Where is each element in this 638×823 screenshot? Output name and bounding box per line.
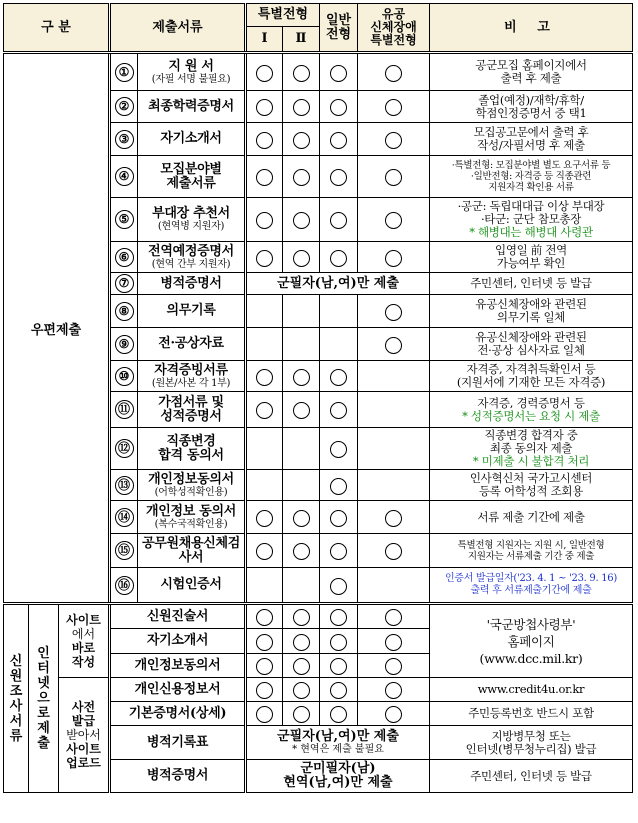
remark: 주민등록번호 반드시 포함 xyxy=(430,702,633,726)
submit-mark xyxy=(358,198,430,242)
circle-icon xyxy=(385,169,402,186)
row-number: ⑦ xyxy=(110,273,138,295)
submit-mark xyxy=(358,428,430,470)
submit-mark xyxy=(358,392,430,428)
submit-mark xyxy=(283,91,320,123)
circle-icon xyxy=(330,609,347,626)
submit-mark xyxy=(283,501,320,534)
circle-icon xyxy=(330,99,347,116)
document-name: 병적증명서 xyxy=(110,760,246,793)
submit-mark xyxy=(320,678,358,702)
submit-mark xyxy=(283,702,320,726)
circle-icon xyxy=(256,369,273,386)
submit-mark xyxy=(320,295,358,328)
document-name: 기본증명서(상세) xyxy=(110,702,246,726)
circle-icon xyxy=(293,212,310,229)
submit-mark xyxy=(320,53,358,91)
circle-icon xyxy=(256,250,273,267)
submit-mark xyxy=(246,501,283,534)
document-name: 병적증명서 xyxy=(138,273,246,295)
table-header xyxy=(4,4,633,53)
table-row xyxy=(4,604,633,629)
submit-mark xyxy=(246,428,283,470)
circle-icon xyxy=(385,304,402,321)
submit-mark xyxy=(283,604,320,629)
document-name: 지 원 서 (자필 서명 불필요) xyxy=(138,53,246,91)
submit-mark xyxy=(358,604,430,629)
submit-mark xyxy=(358,629,430,654)
submit-mark xyxy=(358,654,430,678)
remark: 공군모집 홈페이지에서 출력 후 제출 xyxy=(430,53,633,91)
submit-mark xyxy=(246,568,283,604)
circle-icon xyxy=(293,658,310,675)
remark: 지방병무청 또는 인터넷(병무청누리집) 발급 xyxy=(430,726,633,760)
submit-mark xyxy=(358,702,430,726)
circle-icon xyxy=(330,250,347,267)
circle-icon xyxy=(256,543,273,560)
submit-mark xyxy=(320,604,358,629)
row-number: ⑬ xyxy=(110,470,138,501)
circle-icon xyxy=(385,337,402,354)
submit-mark xyxy=(320,198,358,242)
submit-mark xyxy=(283,428,320,470)
circle-icon xyxy=(385,634,402,651)
row-number: ⑫ xyxy=(110,428,138,470)
submit-mark xyxy=(246,654,283,678)
submit-mark xyxy=(246,53,283,91)
submit-mark xyxy=(283,328,320,361)
submit-mark xyxy=(320,123,358,156)
submit-mark xyxy=(358,678,430,702)
submit-mark xyxy=(358,501,430,534)
document-name: 자격증빙서류 (원본/사본 각 1부) xyxy=(138,361,246,392)
circle-icon xyxy=(330,658,347,675)
submit-mark xyxy=(283,156,320,198)
document-name: 모집분야별 제출서류 xyxy=(138,156,246,198)
circle-icon xyxy=(256,99,273,116)
submit-mark xyxy=(358,91,430,123)
submit-mark xyxy=(358,470,430,501)
circle-icon xyxy=(256,169,273,186)
submit-mark xyxy=(246,156,283,198)
row-number: ⑭ xyxy=(110,501,138,534)
circle-icon xyxy=(385,543,402,560)
row-number: ② xyxy=(110,91,138,123)
header-special: 특별전형 xyxy=(246,4,320,27)
submit-mark xyxy=(320,654,358,678)
circle-icon xyxy=(330,65,347,82)
submit-mark xyxy=(358,53,430,91)
circle-icon xyxy=(330,478,347,495)
circle-icon xyxy=(256,634,273,651)
circle-icon xyxy=(256,682,273,699)
remark: 주민센터, 인터넷 등 발급 xyxy=(430,760,633,793)
circle-icon xyxy=(330,578,347,595)
row-number: ⑨ xyxy=(110,328,138,361)
circle-icon xyxy=(293,510,310,527)
submit-mark xyxy=(246,328,283,361)
submit-mark xyxy=(358,361,430,392)
submit-mark xyxy=(246,678,283,702)
submit-mark xyxy=(358,156,430,198)
circle-icon xyxy=(385,510,402,527)
document-name: 전역예정증명서 (현역 간부 지원자) xyxy=(138,242,246,273)
circle-icon xyxy=(330,634,347,651)
circle-icon xyxy=(293,99,310,116)
circle-icon xyxy=(385,658,402,675)
circle-icon xyxy=(330,682,347,699)
remark: 유공신체장애와 관련된 의무기록 일체 xyxy=(430,295,633,328)
header-note: 비 고 xyxy=(430,4,633,53)
submit-mark xyxy=(283,629,320,654)
remark: 모집공고문에서 출력 후 작성/자필서명 후 제출 xyxy=(430,123,633,156)
row-number: ⑮ xyxy=(110,534,138,568)
submit-mark xyxy=(246,242,283,273)
circle-icon xyxy=(330,706,347,723)
document-name: 개인정보동의서 (어학성적확인용) xyxy=(138,470,246,501)
circle-icon xyxy=(330,441,347,458)
submit-mark xyxy=(320,328,358,361)
header-category: 구 분 xyxy=(4,4,110,53)
submit-mark xyxy=(320,91,358,123)
header-special-2: Ⅱ xyxy=(283,27,320,53)
document-name: 신원진술서 xyxy=(110,604,246,629)
submit-mark xyxy=(358,295,430,328)
submit-mark xyxy=(246,629,283,654)
background-section xyxy=(4,604,633,793)
row-number: ④ xyxy=(110,156,138,198)
submit-mark xyxy=(320,568,358,604)
document-name: 자기소개서 xyxy=(110,629,246,654)
remark: 자격증, 자격취득확인서 등 (지원서에 기재한 모든 자격증) xyxy=(430,361,633,392)
circle-icon xyxy=(256,212,273,229)
document-name: 병적기록표 xyxy=(110,726,246,760)
circle-icon xyxy=(256,65,273,82)
submit-mark xyxy=(283,242,320,273)
row-number: ③ xyxy=(110,123,138,156)
group-upload: 사전 발급 받아서 사이트 업로드 xyxy=(59,678,110,793)
circle-icon xyxy=(330,369,347,386)
submit-mark xyxy=(246,361,283,392)
submit-mark xyxy=(246,604,283,629)
circle-icon xyxy=(256,658,273,675)
circle-icon xyxy=(330,543,347,560)
submit-method: 인터넷으로제출 xyxy=(29,604,59,793)
circle-icon xyxy=(330,132,347,149)
submit-mark xyxy=(246,295,283,328)
submit-mark xyxy=(358,568,430,604)
submit-mark xyxy=(246,534,283,568)
circle-icon xyxy=(385,65,402,82)
document-table xyxy=(3,3,633,793)
category-background: 신원조사서류 xyxy=(4,604,29,793)
remark: www.credit4u.or.kr xyxy=(430,678,633,702)
circle-icon xyxy=(293,609,310,626)
circle-icon xyxy=(330,402,347,419)
table-row xyxy=(4,53,633,91)
submit-mark xyxy=(358,534,430,568)
row-number: ⑧ xyxy=(110,295,138,328)
submit-mark xyxy=(283,470,320,501)
remark: 직종변경 합격자 중 최종 동의자 제출 * 미제출 시 불합격 처리 xyxy=(430,428,633,470)
submit-mark xyxy=(283,123,320,156)
row-number: ① xyxy=(110,53,138,91)
circle-icon xyxy=(293,132,310,149)
circle-icon xyxy=(330,169,347,186)
submit-mark xyxy=(320,702,358,726)
submit-mark xyxy=(320,501,358,534)
circle-icon xyxy=(330,212,347,229)
document-name: 개인정보동의서 xyxy=(110,654,246,678)
group-direct-write: 사이트 에서 바로 작성 xyxy=(59,604,110,678)
circle-icon xyxy=(385,132,402,149)
submit-mark xyxy=(246,470,283,501)
remark: 입영일 前 전역 가능여부 확인 xyxy=(430,242,633,273)
document-name: 부대장 추천서 (현역병 지원자) xyxy=(138,198,246,242)
submit-mark xyxy=(320,242,358,273)
circle-icon xyxy=(385,609,402,626)
document-name: 개인정보 동의서 (복수국적확인용) xyxy=(138,501,246,534)
remark: 유공신체장애와 관련된 전·공상 심사자료 일체 xyxy=(430,328,633,361)
remark: ·공군: 독립대대급 이상 부대장 ·타군: 군단 참모총장 * 해병대는 해병대 사령관 xyxy=(430,198,633,242)
submit-mark xyxy=(320,629,358,654)
postal-section xyxy=(4,53,633,604)
circle-icon xyxy=(293,65,310,82)
document-name: 전·공상자료 xyxy=(138,328,246,361)
category-postal: 우편제출 xyxy=(4,53,110,604)
circle-icon xyxy=(293,402,310,419)
submit-mark xyxy=(246,123,283,156)
submit-mark xyxy=(283,198,320,242)
remark: '국군방첩사령부' 홈페이지 (www.dcc.mil.kr) xyxy=(430,604,633,678)
submit-mark xyxy=(283,654,320,678)
row-number: ⑩ xyxy=(110,361,138,392)
row-number: ⑯ xyxy=(110,568,138,604)
header-special-1: Ⅰ xyxy=(246,27,283,53)
submit-mark xyxy=(283,568,320,604)
submit-mark xyxy=(283,678,320,702)
circle-icon xyxy=(256,510,273,527)
circle-icon xyxy=(330,510,347,527)
row-number: ⑤ xyxy=(110,198,138,242)
submit-mark xyxy=(246,702,283,726)
submit-mark xyxy=(320,156,358,198)
submit-mark xyxy=(246,392,283,428)
table-row xyxy=(4,678,633,702)
document-name: 직종변경 합격 동의서 xyxy=(138,428,246,470)
circle-icon xyxy=(385,212,402,229)
submit-mark xyxy=(283,534,320,568)
remark: 졸업(예정)/재학/휴학/ 학점인정증명서 중 택1 xyxy=(430,91,633,123)
document-name: 개인신용정보서 xyxy=(110,678,246,702)
submit-mark xyxy=(358,123,430,156)
submit-mark xyxy=(283,392,320,428)
document-name: 의무기록 xyxy=(138,295,246,328)
header-general: 일반 전형 xyxy=(320,4,358,53)
submit-mark xyxy=(283,361,320,392)
circle-icon xyxy=(293,250,310,267)
document-name: 최종학력증명서 xyxy=(138,91,246,123)
circle-icon xyxy=(293,169,310,186)
conditional-note: 군미필자(남) 현역(남,여)만 제출 xyxy=(246,760,430,793)
submit-mark xyxy=(320,470,358,501)
submit-mark xyxy=(320,361,358,392)
submit-mark xyxy=(320,428,358,470)
remark: 서류 제출 기간에 제출 xyxy=(430,501,633,534)
header-veteran: 유공 신체장애 특별전형 xyxy=(358,4,430,53)
row-number: ⑪ xyxy=(110,392,138,428)
submit-mark xyxy=(246,198,283,242)
circle-icon xyxy=(293,706,310,723)
remark: 주민센터, 인터넷 등 발급 xyxy=(430,273,633,295)
submit-mark xyxy=(320,534,358,568)
circle-icon xyxy=(385,682,402,699)
remark: 인사혁신처 국가고시센터 등록 어학성적 조회용 xyxy=(430,470,633,501)
circle-icon xyxy=(385,99,402,116)
remark: 특별전형 지원자는 지원 시, 일반전형 지원자는 서류제출 기간 중 제출 xyxy=(430,534,633,568)
submit-mark xyxy=(320,392,358,428)
row-number: ⑥ xyxy=(110,242,138,273)
circle-icon xyxy=(293,543,310,560)
circle-icon xyxy=(385,706,402,723)
submit-mark xyxy=(283,295,320,328)
circle-icon xyxy=(293,682,310,699)
circle-icon xyxy=(256,402,273,419)
circle-icon xyxy=(385,250,402,267)
conditional-note: 군필자(남,여)만 제출 xyxy=(246,273,430,295)
submit-mark xyxy=(283,53,320,91)
circle-icon xyxy=(293,634,310,651)
remark: 자격증, 경력증명서 등 * 성적증명서는 요청 시 제출 xyxy=(430,392,633,428)
document-name: 공무원채용신체검사서 xyxy=(138,534,246,568)
header-document: 제출서류 xyxy=(110,4,246,53)
submit-mark xyxy=(246,91,283,123)
submit-mark xyxy=(358,242,430,273)
circle-icon xyxy=(256,609,273,626)
remark: 인증서 발급일자('23. 4. 1 ~ '23. 9. 16) 출력 후 서류제출기간에 제출 xyxy=(430,568,633,604)
document-name: 시험인증서 xyxy=(138,568,246,604)
document-name: 자기소개서 xyxy=(138,123,246,156)
circle-icon xyxy=(256,706,273,723)
document-name: 가점서류 및 성적증명서 xyxy=(138,392,246,428)
circle-icon xyxy=(293,369,310,386)
submit-mark xyxy=(358,328,430,361)
conditional-note: 군필자(남,여)만 제출 * 현역은 제출 불필요 xyxy=(246,726,430,760)
circle-icon xyxy=(256,132,273,149)
remark: ·특별전형: 모집분야별 별도 요구서류 등 ·일반전형: 자격증 등 직종관련 지원자격 확인용 서류 xyxy=(430,156,633,198)
